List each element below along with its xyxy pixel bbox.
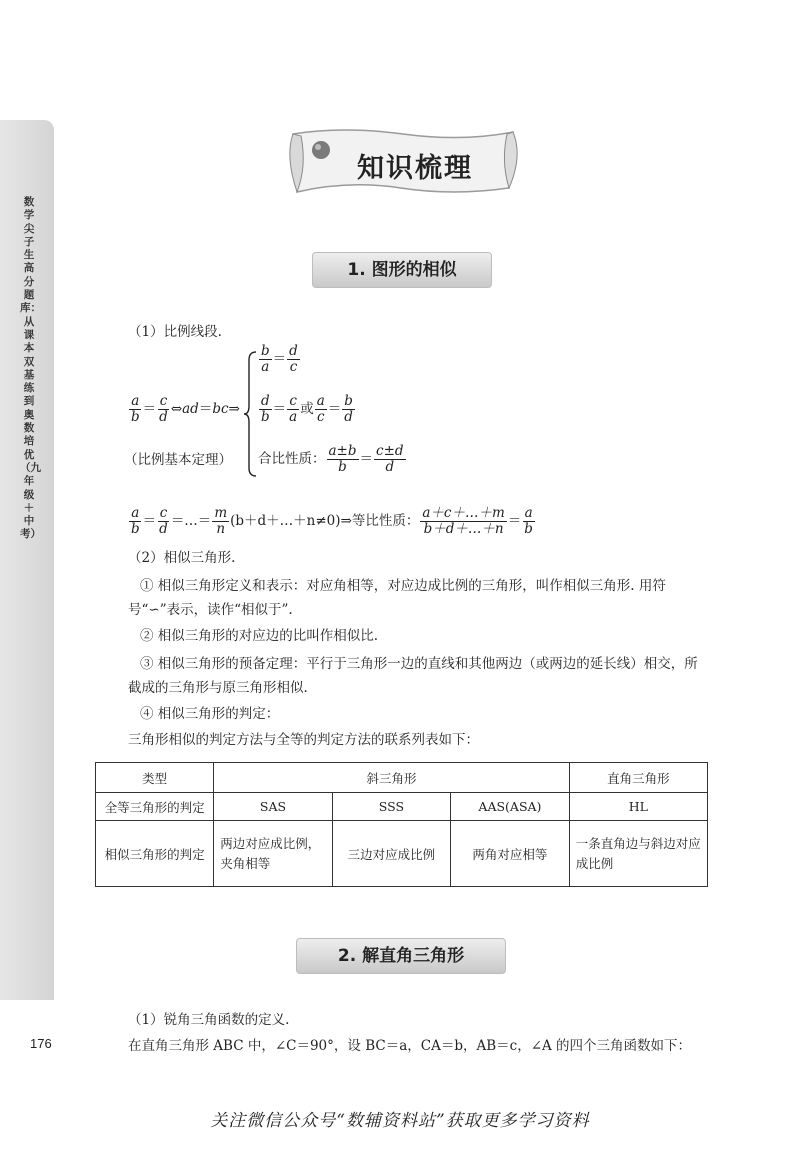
item-similar-triangles: （2）相似三角形. xyxy=(128,550,236,566)
table-row xyxy=(96,821,708,887)
basic-theorem-note: （比例基本定理） xyxy=(124,452,232,468)
table-row xyxy=(96,763,708,793)
para-definition: ① 相似三角形定义和表示：对应角相等，对应边成比例的三角形，叫作相似三角形. 用符号“∽”表示，读作“相似于”. xyxy=(128,578,666,618)
table-cell: 两边对应成比例，夹角相等 xyxy=(214,821,332,887)
section-heading-similarity: 1. 图形的相似 xyxy=(312,252,492,288)
table-cell: 斜三角形 xyxy=(214,763,569,793)
table-cell: HL xyxy=(569,793,707,821)
para-table-intro: 三角形相似的判定方法与全等的判定方法的联系列表如下： xyxy=(128,732,479,748)
table-cell: 一条直角边与斜边对应成比例 xyxy=(569,821,707,887)
table-cell: 全等三角形的判定 xyxy=(96,793,214,821)
formula-basic-proportion: $\frac{a}{b}$ ＝ $\frac{c}{d}$ ⇔ad＝bc⇒ xyxy=(131,393,240,425)
table-cell: 两角对应相等 xyxy=(451,821,570,887)
item-trig-definition: （1）锐角三角函数的定义. xyxy=(128,1012,290,1028)
table-cell: 相似三角形的判定 xyxy=(96,821,214,887)
table-cell: AAS(ASA) xyxy=(451,793,570,821)
ratio-condition: (b＋d＋…＋n≠0)⇒等比性质： xyxy=(230,513,420,529)
para-similarity-ratio: ② 相似三角形的对应边的比叫作相似比. xyxy=(140,628,379,644)
section-heading-right-triangles: 2. 解直角三角形 xyxy=(296,938,506,974)
table-cell: 三边对应成比例 xyxy=(332,821,450,887)
item-proportional-segments: （1）比例线段. xyxy=(128,324,222,340)
para-criteria: ④ 相似三角形的判定： xyxy=(140,706,280,722)
table-cell: SSS xyxy=(332,793,450,821)
or-word: 或 xyxy=(300,401,314,417)
formula-sum-property: 合比性质： $\frac{a\pm b}{b}$ ＝ $\frac{c\pm d}{d}$ xyxy=(258,443,404,475)
sum-property-label: 合比性质： xyxy=(258,451,326,467)
table-cell: SAS xyxy=(214,793,332,821)
para-trig-setup: 在直角三角形 ABC 中，∠C＝90°，设 BC＝a，CA＝b，AB＝c，∠A 的四个三角函数如下： xyxy=(128,1038,692,1054)
formula-equal-ratio: $\frac{a}{b}$ ＝ $\frac{c}{d}$ ＝…＝ $\frac{m}{n}$ (b＋d＋…＋n≠0)⇒等比性质： $\frac{a+c+\dots+m}{b+d+\dots+n}$ ＝ $\frac{a}{b}$ xyxy=(131,505,533,537)
para-preparatory-theorem: ③ 相似三角形的预备定理：平行于三角形一边的直线和其他两边（或两边的延长线）相交，所截成的三角形与原三角形相似. xyxy=(128,656,698,696)
book-title-vertical: 数学尖子生高分题库：从课本双基练到奥数培优（九年级＋中考） xyxy=(20,196,41,541)
table-cell: 直角三角形 xyxy=(569,763,707,793)
comparison-table xyxy=(95,762,708,887)
table-cell: 类型 xyxy=(96,763,214,793)
page-number: 176 xyxy=(30,1036,52,1051)
banner-title: 知识梳理 xyxy=(357,153,473,184)
brace-icon xyxy=(244,350,258,478)
table-row xyxy=(96,793,708,821)
formula-inverse: $\frac{b}{a}$ ＝ $\frac{d}{c}$ xyxy=(261,343,298,375)
footer-note: 关注微信公众号“数辅资料站”获取更多学习资料 xyxy=(210,1111,590,1131)
formula-alternate: $\frac{d}{b}$ ＝ $\frac{c}{a}$ 或 $\frac{a}{c}$ ＝ $\frac{b}{d}$ xyxy=(261,393,353,425)
